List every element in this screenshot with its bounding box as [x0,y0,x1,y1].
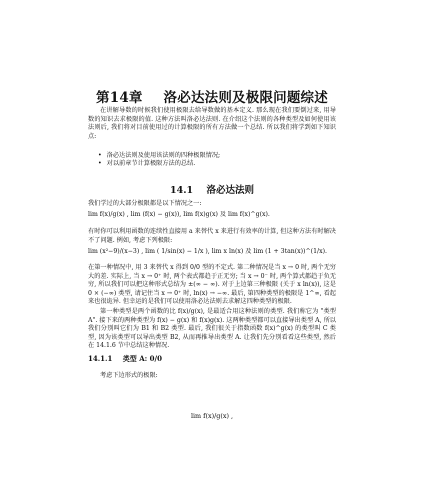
subsection-heading [88,354,336,364]
section-paragraph-3: 在第一种情况中, 用 3 来替代 x 得到 0/0 型的不定式. 第二种情况是当 x → 0 时, 两个无穷大的差. 实际上, 当 x → 0⁺ 时, 两个表式都趋于正无穷; 当 x → 0⁻ 时, 两个算式都趋于负无穷, 所以我们可以把这种形式总结为 ±(∞ − ∞). 对于上边第三种极限 (关于 x ln(x)), 这是 0 × (−∞) 类型, 请记住当 x → 0⁺ 时, ln(x) → −∞. 最后, 第四种类型的极限是 1^∞, 看起来也很诡异. 但幸运的是我们可以使用洛必达法则去求解这四种类型的极限. [88,264,336,306]
section-number: 14.1 [170,185,194,196]
section-paragraph-1: 我们学过的大部分极限都是以下情况之一: [88,200,202,207]
section-paragraph-4: 第一种类型是两个函数的比 f(x)/g(x), 是最适合用这种法则的类型. 我们称它为 "类型 A". 接下来的两种类型为 f(x) − g(x) 和 f(x)g(x). 这两种类型都可以直接导出类型 A, 所以我们分别叫它们为 B1 和 B2 类型. 最后, 我们很关于指数函数 f(x)^g(x) 的类型叫 C 类型, 因为该类型可以导出类型 B2, 从而再推导出类型 A. 让我们先分别看看这些类型, 然后在 14.1.6 节中总结这种情况. [88,308,336,350]
subsection-number: 14.1.1 [88,354,113,363]
chapter-heading [0,86,424,106]
section-title: 洛必达法则 [206,185,254,196]
subsection-paragraph: 考虑下边形式的极限: [100,372,158,379]
bullet-item: • 对以前章节计算极限方法的总结. [98,160,336,168]
section-paragraph-2: 有时你可以利用函数的连续性直接用 a 来替代 x 来进行有效率的计算, 但这种方法有时解决不了问题. 例如, 考虑下列极限: [88,228,336,244]
subsection-title: 类型 A: 0/0 [122,354,162,363]
intro-paragraph: 在讲解导数的时候我们使用极限去给导数做的基本定义. 那么现在我们要倒过来, 用导数的知识去求极限的值. 这种方法叫洛必达法则. 在介绍这个法则的各种类型及如何使用该法则后, 我们将对目前使用过的计算极限的所有方法做一个总结. 所以我们将学到如下知识点: [88,107,336,140]
intro-bullet-list [98,152,336,169]
bullet-item: • 洛必达法则及使用该法则的四种极限情况; [98,152,336,160]
ratio-limit-formula: lim f(x)/g(x) , [190,412,234,420]
chapter-number: 第14章 [96,90,143,106]
limit-forms-formula: lim f(x)/g(x) , lim (f(x) − g(x)), lim f(x)g(x) 及 lim f(x)^g(x). [88,211,270,218]
chapter-title: 洛必达法则及极限问题综述 [163,90,328,106]
section-heading [0,182,424,196]
example-limits-formula: lim (x²−9)/(x−3) , lim ( 1/sin(x) − 1/x ), lim x ln(x) 及 lim (1 + 3tan(x))^(1/x). [88,248,327,255]
